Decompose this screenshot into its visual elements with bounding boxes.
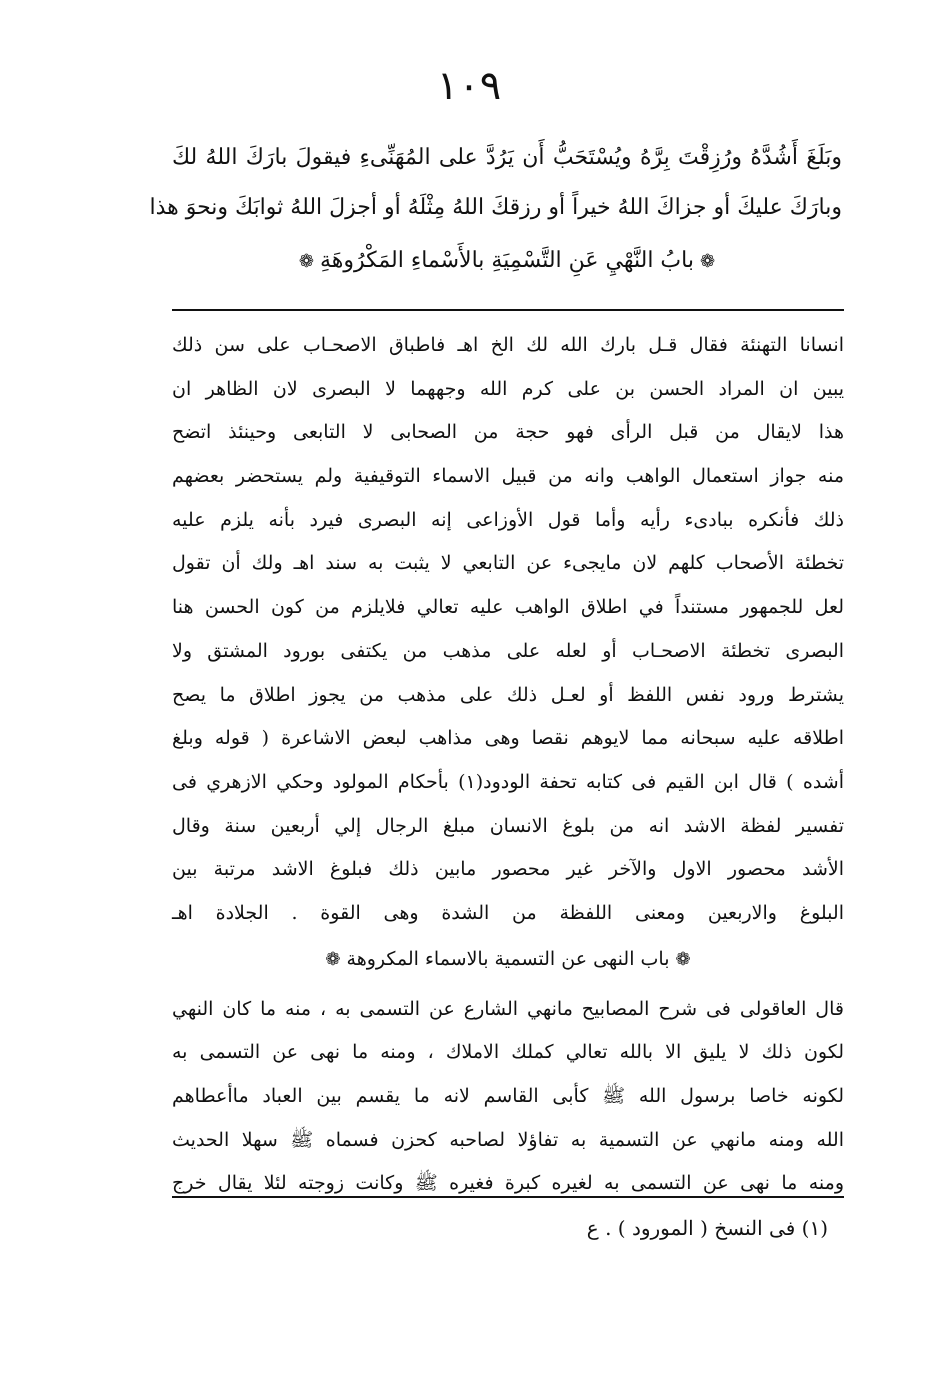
ornament-icon: ❁ — [298, 251, 315, 272]
commentary-line: انسانا التهنئة فقال قـل بارك الله لك الخ اهـ فاطباق الاصحـاب على سن ذلك — [172, 334, 844, 356]
commentary-line: الأشد محصور الاول والآخر غير محصور مابين ذلك فبلوغ الاشد مرتبة بين — [172, 858, 844, 881]
main-text-line: وبَلَغَ أَشُدَّهُ ورُزِقْتَ بِرَّهُ ويُسْتَحَبُّ أَن يَرُدَّ على المُهَنِّىءِ فيقولَ بارَكَ اللهُ لكَ — [172, 145, 842, 170]
commentary-line: لكونه خاصا برسول الله ﷺ كأبى القاسم لانه ما يقسم بين العباد ماأعطاهم — [172, 1085, 844, 1107]
commentary — [172, 324, 844, 1206]
commentary-line: البصرى تخطئة الاصحـاب أو لعله على مذهب من يكتفى بورود المشتق ولا — [172, 639, 844, 662]
commentary-heading — [172, 936, 844, 982]
commentary-line: يبين ان المراد الحسن بن على كرم الله وجههما لا البصرى لان الظاهر ان — [172, 377, 844, 400]
commentary-line: لكون ذلك لا يليق الا بالله تعالي كملك الاملاك ، ومنه ما نهى عن التسمى به — [172, 1041, 844, 1064]
commentary-line: أشده ) قال ابن القيم فى كتابه تحفة الودود(١) بأحكام المولود وحكي الازهري فى — [172, 770, 844, 793]
commentary-line: تفسير لفظة الاشد انه من بلوغ الانسان مبلغ الرجال إلي أربعين سنة وقال — [172, 814, 844, 837]
chapter-heading-text: بابُ النَّهْيِ عَنِ التَّسْمِيَةِ بالأَسْماءِ المَكْرُوهَةِ — [320, 248, 694, 273]
page-number: ١٠٩ — [436, 63, 502, 109]
ornament-icon: ❁ — [699, 251, 716, 272]
commentary-line: لعل للجمهور مستنداً في اطلاق الواهب عليه تعالي فلايلزم من كون الحسن هنا — [172, 596, 844, 619]
main-text — [149, 133, 842, 289]
commentary-line: يشترط ورود نفس اللفظ أو لعـل ذلك على مذهب من يجوز اطلاق ما يصح — [172, 683, 844, 706]
footnote-divider — [172, 1196, 844, 1198]
commentary-line: البلوغ والاربعين ومعنى اللفظة من الشدة وهى القوة . الجلادة اهـ — [172, 901, 844, 924]
commentary-line: تخطئة الأصحاب كلهم لان مايجىء عن التابعي لا يثبت به سند اهـ ولك أن تقول — [172, 552, 844, 575]
commentary-line: قال العاقولى فى شرح المصابيح مانهي الشارع عن التسمى به ، منه ما كان النهي — [172, 997, 844, 1020]
commentary-line: هذا لايقال من قبل الرأى فهو حجة من الصحابى لا التابعى وحينئذ اتضح — [172, 421, 844, 444]
ornament-icon: ❁ — [325, 948, 341, 970]
commentary-heading-text: باب النهى عن التسمية بالاسماء المكروهة — [346, 947, 670, 970]
commentary-line: اطلاقه عليه سبحانه مما لايوهم نقصا وهى مذاهب لبعض الاشاعرة ( قوله وبلغ — [172, 727, 844, 750]
ornament-icon: ❁ — [675, 948, 691, 970]
chapter-heading — [172, 233, 842, 289]
footnote: (١) فى النسخ ( المورود ) . ع — [586, 1216, 828, 1240]
divider — [172, 309, 844, 311]
main-text-line: وبارَكَ عليكَ أو جزاكَ اللهُ خيراً أو رزقكَ اللهُ مِثْلَهُ أو أجزلَ اللهُ ثوابَكَ ونحوَ هذا — [149, 195, 842, 220]
commentary-line: الله ومنه مانهي عن التسمية به تفاؤلا لصاحبه كحزن فسماه ﷺ سهلا الحديث — [172, 1128, 844, 1151]
commentary-line: ومنه ما نهى عن التسمى به لغيره كبرة فغيره ﷺ وكانت زوجته لئلا يقال خرج — [172, 1172, 844, 1195]
commentary-line: منه جواز استعمال الواهب وانه من قبيل الاسماء التوقيفية ولم يستحضر بعضهم — [172, 465, 844, 488]
commentary-line: ذلك فأنكره ببادىء رأيه وأما قول الأوزاعى إنه البصرى فيرد بأنه يلزم عليه — [172, 508, 844, 531]
